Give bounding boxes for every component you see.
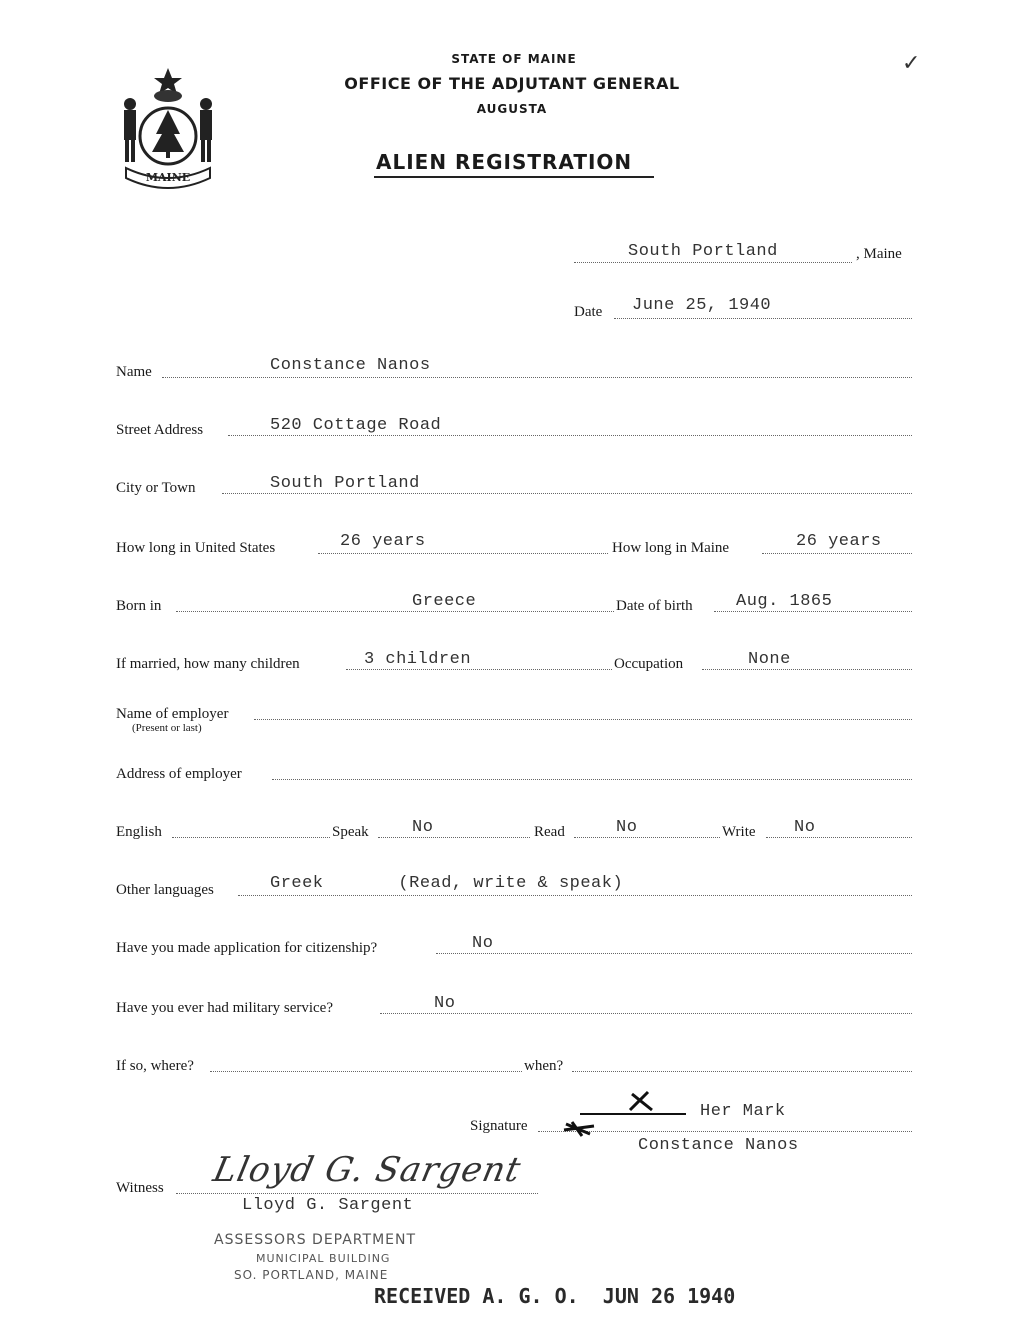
employer-sublabel: (Present or last) — [132, 722, 202, 734]
city-dots — [222, 493, 912, 494]
read-dots — [574, 837, 720, 838]
dob-label: Date of birth — [616, 598, 693, 614]
citizenship-dots — [436, 953, 912, 954]
witness-label: Witness — [116, 1180, 164, 1196]
us-time-dots — [318, 553, 608, 554]
citizenship-label: Have you made application for citizenship? — [116, 940, 378, 956]
employer-label: Name of employer — [116, 706, 229, 722]
occupation-label: Occupation — [614, 656, 684, 672]
maine-time-value: 26 years — [796, 532, 882, 551]
write-label: Write — [722, 824, 756, 840]
other-languages-dots — [238, 895, 912, 896]
born-label: Born in — [116, 598, 162, 614]
employer-address-dots — [272, 779, 912, 780]
born-dots — [176, 611, 614, 612]
maine-time-dots — [762, 553, 912, 554]
location-town: South Portland — [628, 242, 778, 261]
other-languages-value: Greek (Read, write & speak) — [270, 874, 624, 893]
date-dots — [614, 318, 912, 319]
born-value: Greece — [412, 592, 477, 611]
assessors-stamp-line2: MUNICIPAL BUILDING — [256, 1252, 391, 1265]
when-dots — [572, 1071, 912, 1072]
children-value: 3 children — [364, 650, 472, 669]
name-dots — [162, 377, 912, 378]
street-dots — [228, 435, 912, 436]
children-dots — [346, 669, 612, 670]
us-time-value: 26 years — [340, 532, 426, 551]
signature-label: Signature — [470, 1118, 528, 1134]
title-underline — [374, 176, 654, 178]
witness-typed-name: Lloyd G. Sargent — [242, 1196, 414, 1215]
location-state-label: , Maine — [856, 246, 902, 262]
occupation-dots — [702, 669, 912, 670]
where-dots — [210, 1071, 522, 1072]
assessors-stamp-line3: SO. PORTLAND, MAINE — [234, 1268, 389, 1282]
witness-signature-script: Lloyd G. Sargent — [209, 1150, 525, 1190]
signature-x-mark — [560, 1088, 690, 1142]
write-value: No — [794, 818, 816, 837]
date-label: Date — [574, 304, 603, 320]
occupation-value: None — [748, 650, 791, 669]
citizenship-value: No — [472, 934, 494, 953]
other-languages-label: Other languages — [116, 882, 214, 898]
city-value: South Portland — [270, 474, 420, 493]
corner-check-mark: ✓ — [902, 50, 921, 75]
read-value: No — [616, 818, 638, 837]
header-city: AUGUSTA — [476, 102, 548, 116]
military-label: Have you ever had military service? — [116, 1000, 333, 1016]
military-dots — [380, 1013, 912, 1014]
maine-time-label: How long in Maine — [612, 540, 730, 556]
military-value: No — [434, 994, 456, 1013]
employer-address-label: Address of employer — [116, 766, 242, 782]
date-value: June 25, 1940 — [632, 296, 772, 315]
english-label: English — [116, 824, 162, 840]
us-time-label: How long in United States — [116, 540, 276, 556]
speak-label: Speak — [332, 824, 369, 840]
received-stamp: RECEIVED A. G. O. JUN 26 1940 — [374, 1284, 736, 1308]
street-value: 520 Cottage Road — [270, 416, 442, 435]
signature-mark-caption: Her Mark — [700, 1102, 786, 1121]
assessors-stamp-line1: ASSESSORS DEPARTMENT — [214, 1232, 417, 1248]
english-dots — [172, 837, 352, 838]
street-label: Street Address — [116, 422, 204, 438]
header-office: OFFICE OF THE ADJUTANT GENERAL — [344, 74, 680, 93]
speak-dots — [378, 837, 530, 838]
form-title: ALIEN REGISTRATION — [376, 150, 633, 174]
write-dots — [766, 837, 912, 838]
seal-banner-text: MAINE — [145, 171, 191, 184]
header-state: STATE OF MAINE — [451, 52, 577, 66]
location-dots — [574, 262, 852, 263]
witness-dots — [176, 1193, 538, 1194]
children-label: If married, how many children — [116, 656, 300, 672]
name-value: Constance Nanos — [270, 356, 431, 375]
where-label: If so, where? — [116, 1058, 194, 1074]
dob-dots — [714, 611, 912, 612]
signature-typed-name: Constance Nanos — [638, 1136, 799, 1155]
name-label: Name — [116, 364, 152, 380]
read-label: Read — [534, 824, 565, 840]
employer-dots — [254, 719, 912, 720]
when-label: when? — [524, 1058, 564, 1074]
speak-value: No — [412, 818, 434, 837]
city-label: City or Town — [116, 480, 196, 496]
dob-value: Aug. 1865 — [736, 592, 833, 611]
